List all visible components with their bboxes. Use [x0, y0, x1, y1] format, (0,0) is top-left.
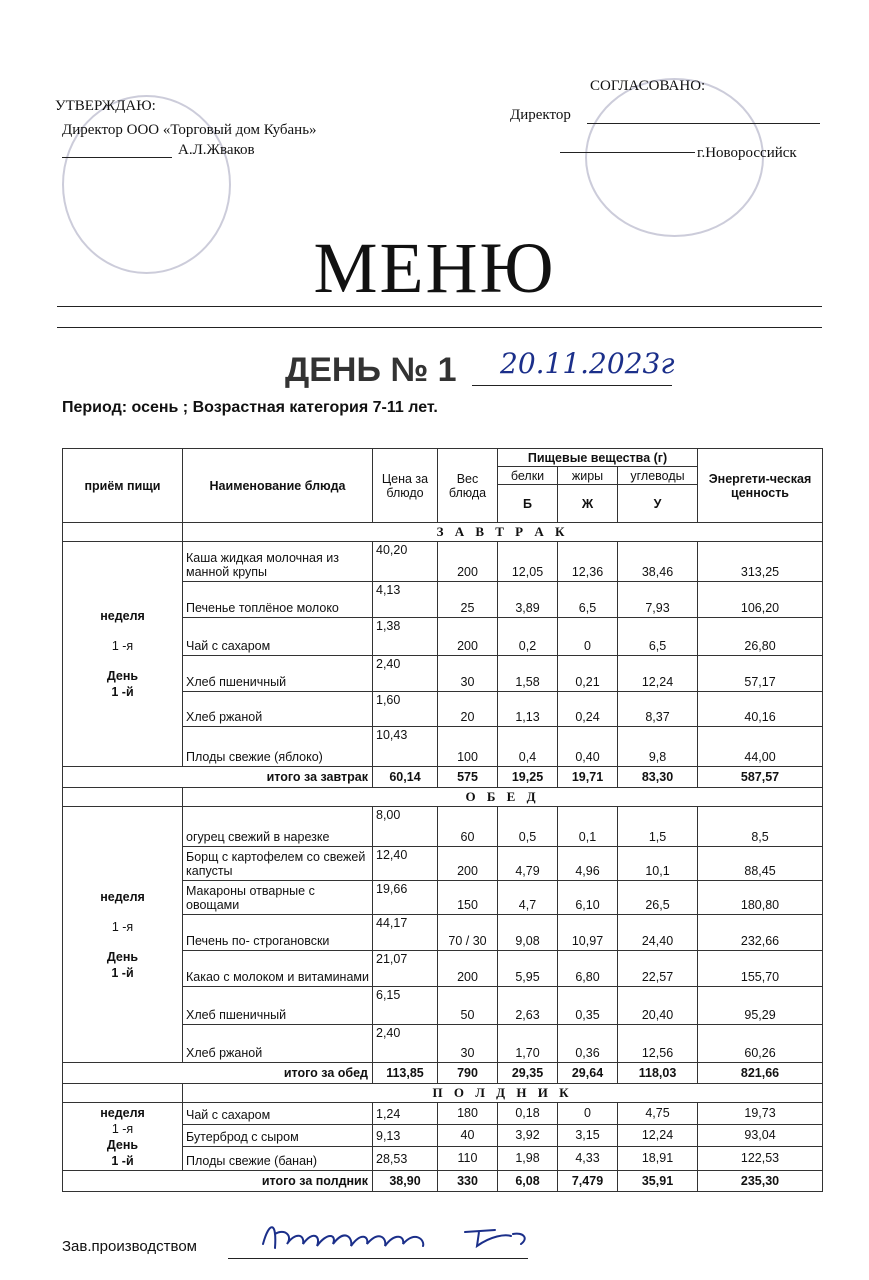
dish-price: 19,66: [373, 881, 438, 915]
dish-energy: 26,80: [698, 618, 823, 656]
dish-carbs: 8,37: [618, 692, 698, 727]
title-rule-2: [57, 327, 822, 328]
breakfast-rows: [63, 542, 823, 767]
agree-sign-line: [587, 123, 820, 124]
total-weight: 575: [438, 767, 498, 788]
dish-energy: 93,04: [698, 1125, 823, 1147]
dish-protein: 0,5: [498, 807, 558, 847]
dish-protein: 0,2: [498, 618, 558, 656]
total-fat: 19,71: [558, 767, 618, 788]
dish-name: огурец свежий в нарезке: [183, 807, 373, 847]
dish-protein: 9,08: [498, 915, 558, 951]
dish-protein: 1,13: [498, 692, 558, 727]
dish-protein: 12,05: [498, 542, 558, 582]
dish-protein: 0,18: [498, 1103, 558, 1125]
table-row: [63, 542, 823, 582]
dish-protein: 4,79: [498, 847, 558, 881]
dish-price: 1,24: [373, 1103, 438, 1125]
week-label: неделя: [100, 889, 145, 904]
total-label: итого за завтрак: [63, 767, 373, 788]
week-num: 1 -я: [111, 1121, 134, 1136]
dish-price: 9,13: [373, 1125, 438, 1147]
dish-price: 21,07: [373, 951, 438, 987]
total-price: 113,85: [373, 1063, 438, 1084]
dish-carbs: 7,93: [618, 582, 698, 618]
dish-fat: 10,97: [558, 915, 618, 951]
table-row: [63, 807, 823, 847]
dish-price: 4,13: [373, 582, 438, 618]
total-label: итого за обед: [63, 1063, 373, 1084]
dish-name: Хлеб пшеничный: [183, 656, 373, 692]
total-weight: 330: [438, 1171, 498, 1192]
dish-fat: 6,5: [558, 582, 618, 618]
dish-name: Бутерброд с сыром: [183, 1125, 373, 1147]
total-energy: 587,57: [698, 767, 823, 788]
dish-name: Хлеб пшеничный: [183, 987, 373, 1025]
title-rule: [57, 306, 822, 307]
total-protein: 19,25: [498, 767, 558, 788]
breakfast-total: [63, 767, 823, 788]
dish-fat: 6,10: [558, 881, 618, 915]
dish-protein: 1,98: [498, 1147, 558, 1171]
dish-protein: 2,63: [498, 987, 558, 1025]
total-price: 38,90: [373, 1171, 438, 1192]
dish-energy: 40,16: [698, 692, 823, 727]
dish-carbs: 26,5: [618, 881, 698, 915]
dish-energy: 8,5: [698, 807, 823, 847]
dish-weight: 150: [438, 881, 498, 915]
dish-price: 44,17: [373, 915, 438, 951]
total-weight: 790: [438, 1063, 498, 1084]
dish-carbs: 12,24: [618, 1125, 698, 1147]
total-fat: 29,64: [558, 1063, 618, 1084]
header-protein: белки: [498, 467, 558, 485]
dish-protein: 3,92: [498, 1125, 558, 1147]
lunch-rows: [63, 807, 823, 1063]
total-label: итого за полдник: [63, 1171, 373, 1192]
signature-label: Зав.производством: [62, 1238, 197, 1255]
dish-weight: 50: [438, 987, 498, 1025]
dish-fat: 4,96: [558, 847, 618, 881]
dish-energy: 44,00: [698, 727, 823, 767]
dish-weight: 200: [438, 618, 498, 656]
dish-name: Каша жидкая молочная из манной крупы: [183, 542, 373, 582]
section-breakfast: З А В Т Р А К: [183, 523, 823, 542]
header-fat: жиры: [558, 467, 618, 485]
table-row: [63, 1103, 823, 1125]
dish-name: Чай с сахаром: [183, 618, 373, 656]
dish-protein: 3,89: [498, 582, 558, 618]
week-num: 1 -я: [111, 639, 134, 653]
dish-fat: 0,35: [558, 987, 618, 1025]
dish-weight: 200: [438, 951, 498, 987]
dish-protein: 1,58: [498, 656, 558, 692]
dish-fat: 0,24: [558, 692, 618, 727]
approve-position: Директор ООО «Торговый дом Кубань»: [62, 122, 317, 138]
dish-energy: 106,20: [698, 582, 823, 618]
total-energy: 821,66: [698, 1063, 823, 1084]
meal-period-cell: [63, 1103, 183, 1171]
dish-price: 1,38: [373, 618, 438, 656]
dish-price: 6,15: [373, 987, 438, 1025]
period-line: Период: осень ; Возрастная категория 7-11 лет.: [62, 399, 438, 416]
agree-label: СОГЛАСОВАНО:: [590, 78, 706, 94]
header-energy: Энергети-ческая ценность: [698, 449, 823, 523]
snack-rows: [63, 1103, 823, 1171]
dish-energy: 155,70: [698, 951, 823, 987]
week-label: неделя: [100, 609, 145, 623]
total-fat: 7,479: [558, 1171, 618, 1192]
dish-carbs: 9,8: [618, 727, 698, 767]
dish-price: 12,40: [373, 847, 438, 881]
total-carbs: 83,30: [618, 767, 698, 788]
dish-name: Плоды свежие (банан): [183, 1147, 373, 1171]
header-fat-short: Ж: [558, 485, 618, 523]
day-date-line: [472, 385, 672, 386]
dish-protein: 0,4: [498, 727, 558, 767]
header-carbs-short: У: [618, 485, 698, 523]
day-label: День: [106, 1137, 139, 1152]
dish-name: Плоды свежие (яблоко): [183, 727, 373, 767]
menu-table: [62, 448, 823, 1192]
dish-weight: 70 / 30: [438, 915, 498, 951]
dish-fat: 0: [558, 618, 618, 656]
dish-weight: 60: [438, 807, 498, 847]
dish-name: Хлеб ржаной: [183, 1025, 373, 1063]
dish-weight: 20: [438, 692, 498, 727]
dish-fat: 0,1: [558, 807, 618, 847]
dish-weight: 30: [438, 656, 498, 692]
dish-carbs: 24,40: [618, 915, 698, 951]
total-protein: 6,08: [498, 1171, 558, 1192]
approve-sign-line: [62, 157, 172, 158]
approve-label: УТВЕРЖДАЮ:: [55, 98, 156, 114]
dish-energy: 57,17: [698, 656, 823, 692]
day-label: День: [106, 949, 139, 964]
dish-price: 1,60: [373, 692, 438, 727]
header-carbs: углеводы: [618, 467, 698, 485]
dish-fat: 0,40: [558, 727, 618, 767]
dish-fat: 0: [558, 1103, 618, 1125]
dish-price: 2,40: [373, 656, 438, 692]
header-protein-short: Б: [498, 485, 558, 523]
total-energy: 235,30: [698, 1171, 823, 1192]
dish-name: Печень по- строгановски: [183, 915, 373, 951]
dish-energy: 180,80: [698, 881, 823, 915]
meal-period-cell: [63, 542, 183, 767]
header-dish: Наименование блюда: [183, 449, 373, 523]
total-carbs: 35,91: [618, 1171, 698, 1192]
dish-price: 2,40: [373, 1025, 438, 1063]
dish-carbs: 38,46: [618, 542, 698, 582]
dish-weight: 200: [438, 542, 498, 582]
dish-carbs: 12,56: [618, 1025, 698, 1063]
menu-title: МЕНЮ: [313, 228, 556, 308]
dish-carbs: 10,1: [618, 847, 698, 881]
day-num: 1 -й: [111, 685, 134, 699]
day-date: 20.11.2023г: [500, 347, 675, 380]
dish-carbs: 12,24: [618, 656, 698, 692]
dish-energy: 122,53: [698, 1147, 823, 1171]
dish-fat: 12,36: [558, 542, 618, 582]
dish-name: Хлеб ржаной: [183, 692, 373, 727]
header-price: Цена за блюдо: [373, 449, 438, 523]
dish-weight: 25: [438, 582, 498, 618]
dish-energy: 60,26: [698, 1025, 823, 1063]
dish-price: 28,53: [373, 1147, 438, 1171]
dish-energy: 313,25: [698, 542, 823, 582]
header-weight: Вес блюда: [438, 449, 498, 523]
approve-name: А.Л.Жваков: [178, 142, 255, 158]
dish-price: 10,43: [373, 727, 438, 767]
dish-fat: 3,15: [558, 1125, 618, 1147]
dish-price: 40,20: [373, 542, 438, 582]
day-num: 1 -й: [111, 1153, 134, 1168]
dish-protein: 5,95: [498, 951, 558, 987]
total-protein: 29,35: [498, 1063, 558, 1084]
signature-handwriting: [255, 1214, 545, 1262]
dish-name: Какао с молоком и витаминами: [183, 951, 373, 987]
dish-energy: 95,29: [698, 987, 823, 1025]
day-label: День: [106, 669, 139, 683]
day-num: 1 -й: [111, 965, 134, 980]
dish-fat: 6,80: [558, 951, 618, 987]
dish-carbs: 4,75: [618, 1103, 698, 1125]
snack-total: [63, 1171, 823, 1192]
dish-fat: 0,21: [558, 656, 618, 692]
dish-energy: 88,45: [698, 847, 823, 881]
dish-carbs: 20,40: [618, 987, 698, 1025]
dish-protein: 1,70: [498, 1025, 558, 1063]
dish-weight: 200: [438, 847, 498, 881]
agree-position: Директор: [510, 107, 571, 123]
day-title: ДЕНЬ № 1: [285, 351, 457, 389]
dish-weight: 100: [438, 727, 498, 767]
dish-protein: 4,7: [498, 881, 558, 915]
dish-carbs: 1,5: [618, 807, 698, 847]
header-nutrients: Пищевые вещества (г): [498, 449, 698, 467]
dish-energy: 19,73: [698, 1103, 823, 1125]
total-price: 60,14: [373, 767, 438, 788]
dish-weight: 110: [438, 1147, 498, 1171]
dish-name: Чай с сахаром: [183, 1103, 373, 1125]
section-snack: П О Л Д Н И К: [183, 1084, 823, 1103]
dish-weight: 180: [438, 1103, 498, 1125]
dish-carbs: 6,5: [618, 618, 698, 656]
dish-name: Макароны отварные с овощами: [183, 881, 373, 915]
agree-city: г.Новороссийск: [697, 145, 797, 161]
week-label: неделя: [100, 1105, 145, 1120]
dish-name: Борщ с картофелем со свежей капусты: [183, 847, 373, 881]
dish-energy: 232,66: [698, 915, 823, 951]
dish-fat: 4,33: [558, 1147, 618, 1171]
dish-name: Печенье топлёное молоко: [183, 582, 373, 618]
dish-weight: 30: [438, 1025, 498, 1063]
dish-price: 8,00: [373, 807, 438, 847]
total-carbs: 118,03: [618, 1063, 698, 1084]
header-meal: приём пищи: [63, 449, 183, 523]
dish-carbs: 18,91: [618, 1147, 698, 1171]
agree-line-2: [560, 152, 695, 153]
meal-period-cell: [63, 807, 183, 1063]
section-lunch: О Б Е Д: [183, 788, 823, 807]
lunch-total: [63, 1063, 823, 1084]
dish-fat: 0,36: [558, 1025, 618, 1063]
week-num: 1 -я: [111, 919, 134, 934]
dish-weight: 40: [438, 1125, 498, 1147]
dish-carbs: 22,57: [618, 951, 698, 987]
